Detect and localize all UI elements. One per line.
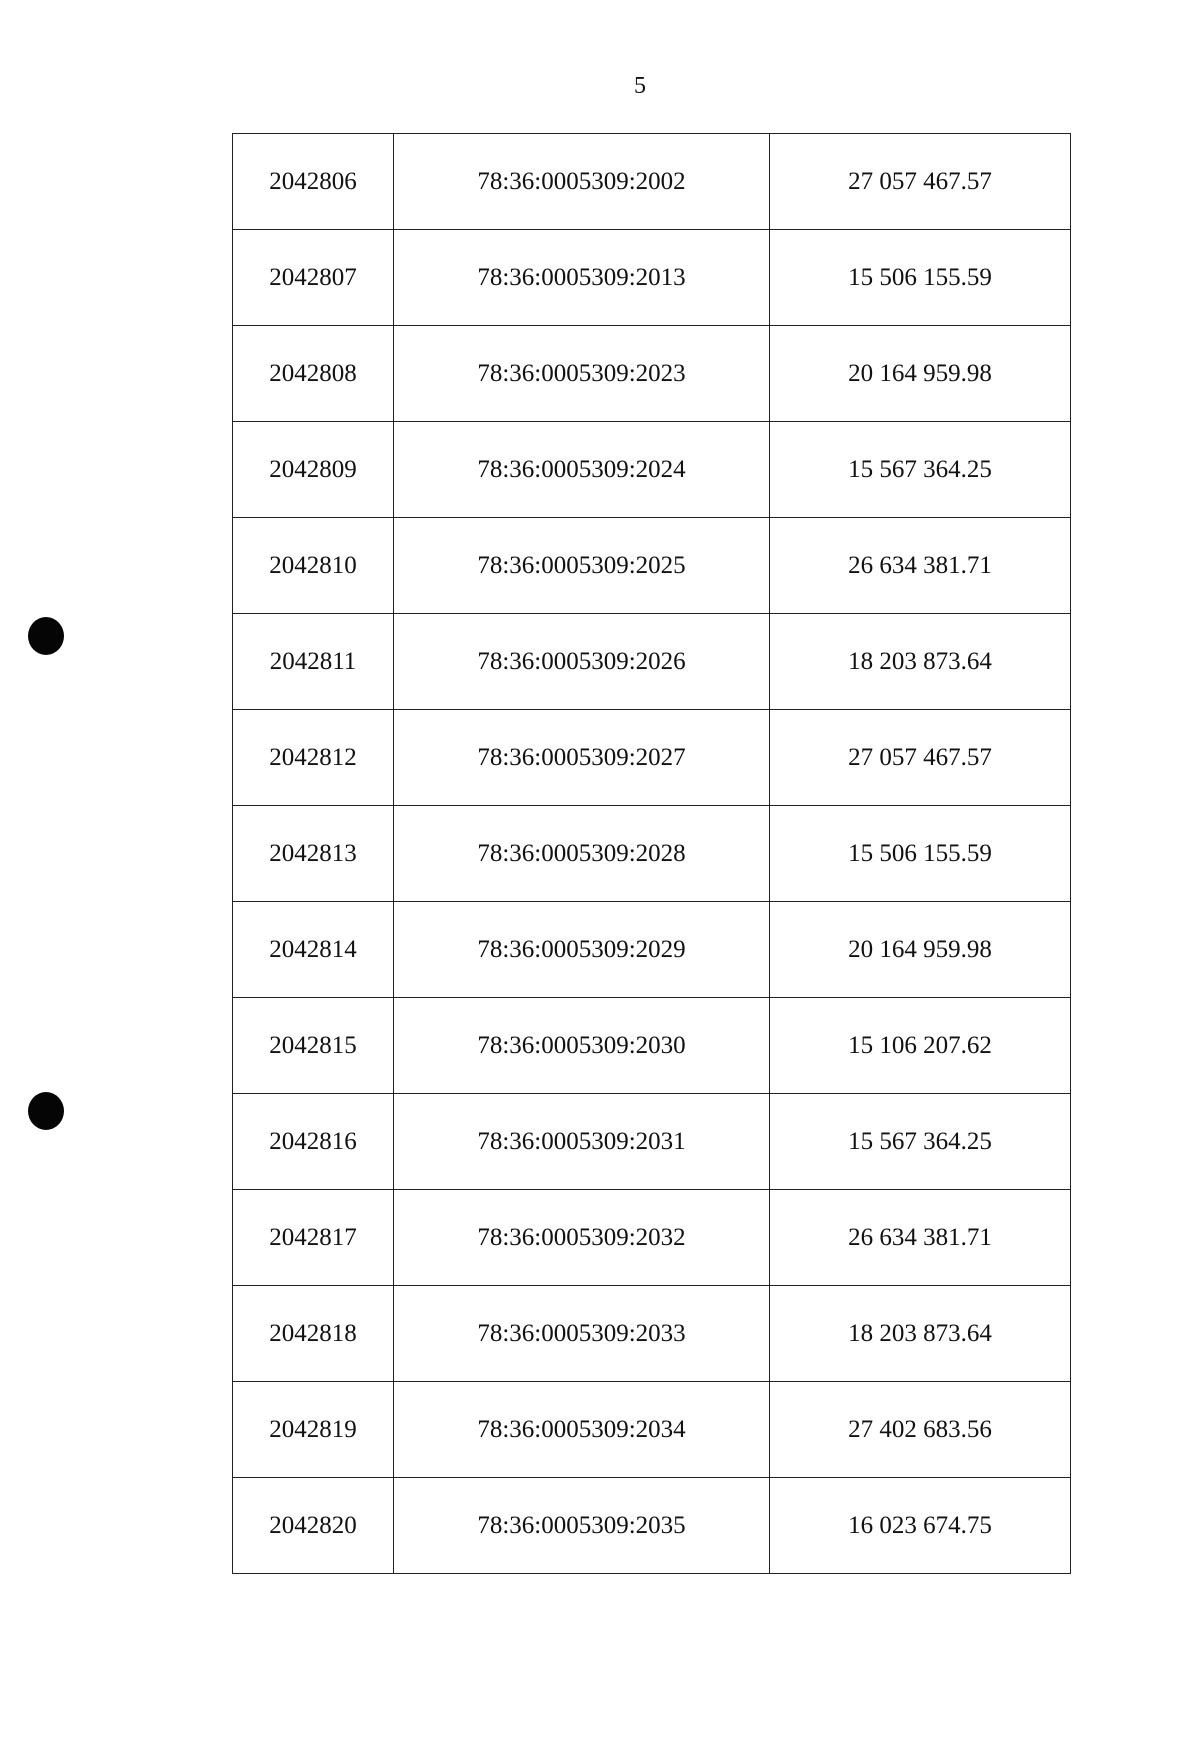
cadastral-value: 26 634 381.71	[770, 518, 1071, 614]
table-row	[233, 422, 1071, 518]
cadastral-number: 78:36:0005309:2032	[394, 1190, 770, 1286]
row-id: 2042808	[233, 326, 394, 422]
cadastral-value: 15 506 155.59	[770, 806, 1071, 902]
registry-table	[232, 133, 1071, 1574]
punch-hole	[28, 617, 64, 655]
cadastral-number: 78:36:0005309:2033	[394, 1286, 770, 1382]
cadastral-value: 16 023 674.75	[770, 1478, 1071, 1574]
cadastral-value: 15 106 207.62	[770, 998, 1071, 1094]
table-row	[233, 134, 1071, 230]
table-row	[233, 1478, 1071, 1574]
row-id: 2042806	[233, 134, 394, 230]
cadastral-number: 78:36:0005309:2035	[394, 1478, 770, 1574]
cadastral-number: 78:36:0005309:2002	[394, 134, 770, 230]
cadastral-number: 78:36:0005309:2027	[394, 710, 770, 806]
table-row	[233, 1382, 1071, 1478]
cadastral-value: 27 057 467.57	[770, 134, 1071, 230]
row-id: 2042820	[233, 1478, 394, 1574]
row-id: 2042810	[233, 518, 394, 614]
cadastral-number: 78:36:0005309:2029	[394, 902, 770, 998]
cadastral-number: 78:36:0005309:2030	[394, 998, 770, 1094]
row-id: 2042815	[233, 998, 394, 1094]
row-id: 2042817	[233, 1190, 394, 1286]
cadastral-value: 18 203 873.64	[770, 1286, 1071, 1382]
row-id: 2042818	[233, 1286, 394, 1382]
cadastral-number: 78:36:0005309:2034	[394, 1382, 770, 1478]
cadastral-number: 78:36:0005309:2024	[394, 422, 770, 518]
row-id: 2042814	[233, 902, 394, 998]
cadastral-number: 78:36:0005309:2028	[394, 806, 770, 902]
table-row	[233, 518, 1071, 614]
cadastral-value: 15 567 364.25	[770, 1094, 1071, 1190]
table-row	[233, 1190, 1071, 1286]
table-row	[233, 1094, 1071, 1190]
table-row	[233, 902, 1071, 998]
cadastral-number: 78:36:0005309:2031	[394, 1094, 770, 1190]
page-number: 5	[634, 73, 646, 99]
table-row	[233, 614, 1071, 710]
cadastral-number: 78:36:0005309:2025	[394, 518, 770, 614]
table-row	[233, 230, 1071, 326]
row-id: 2042807	[233, 230, 394, 326]
cadastral-value: 26 634 381.71	[770, 1190, 1071, 1286]
table-row	[233, 710, 1071, 806]
row-id: 2042809	[233, 422, 394, 518]
table-row	[233, 806, 1071, 902]
row-id: 2042813	[233, 806, 394, 902]
row-id: 2042811	[233, 614, 394, 710]
cadastral-value: 15 567 364.25	[770, 422, 1071, 518]
table-row	[233, 998, 1071, 1094]
table-row	[233, 1286, 1071, 1382]
row-id: 2042819	[233, 1382, 394, 1478]
cadastral-value: 20 164 959.98	[770, 902, 1071, 998]
cadastral-value: 20 164 959.98	[770, 326, 1071, 422]
table-row	[233, 326, 1071, 422]
cadastral-value: 27 402 683.56	[770, 1382, 1071, 1478]
cadastral-number: 78:36:0005309:2023	[394, 326, 770, 422]
row-id: 2042812	[233, 710, 394, 806]
row-id: 2042816	[233, 1094, 394, 1190]
cadastral-number: 78:36:0005309:2026	[394, 614, 770, 710]
cadastral-value: 15 506 155.59	[770, 230, 1071, 326]
cadastral-value: 27 057 467.57	[770, 710, 1071, 806]
cadastral-number: 78:36:0005309:2013	[394, 230, 770, 326]
cadastral-value: 18 203 873.64	[770, 614, 1071, 710]
punch-hole	[28, 1092, 64, 1130]
